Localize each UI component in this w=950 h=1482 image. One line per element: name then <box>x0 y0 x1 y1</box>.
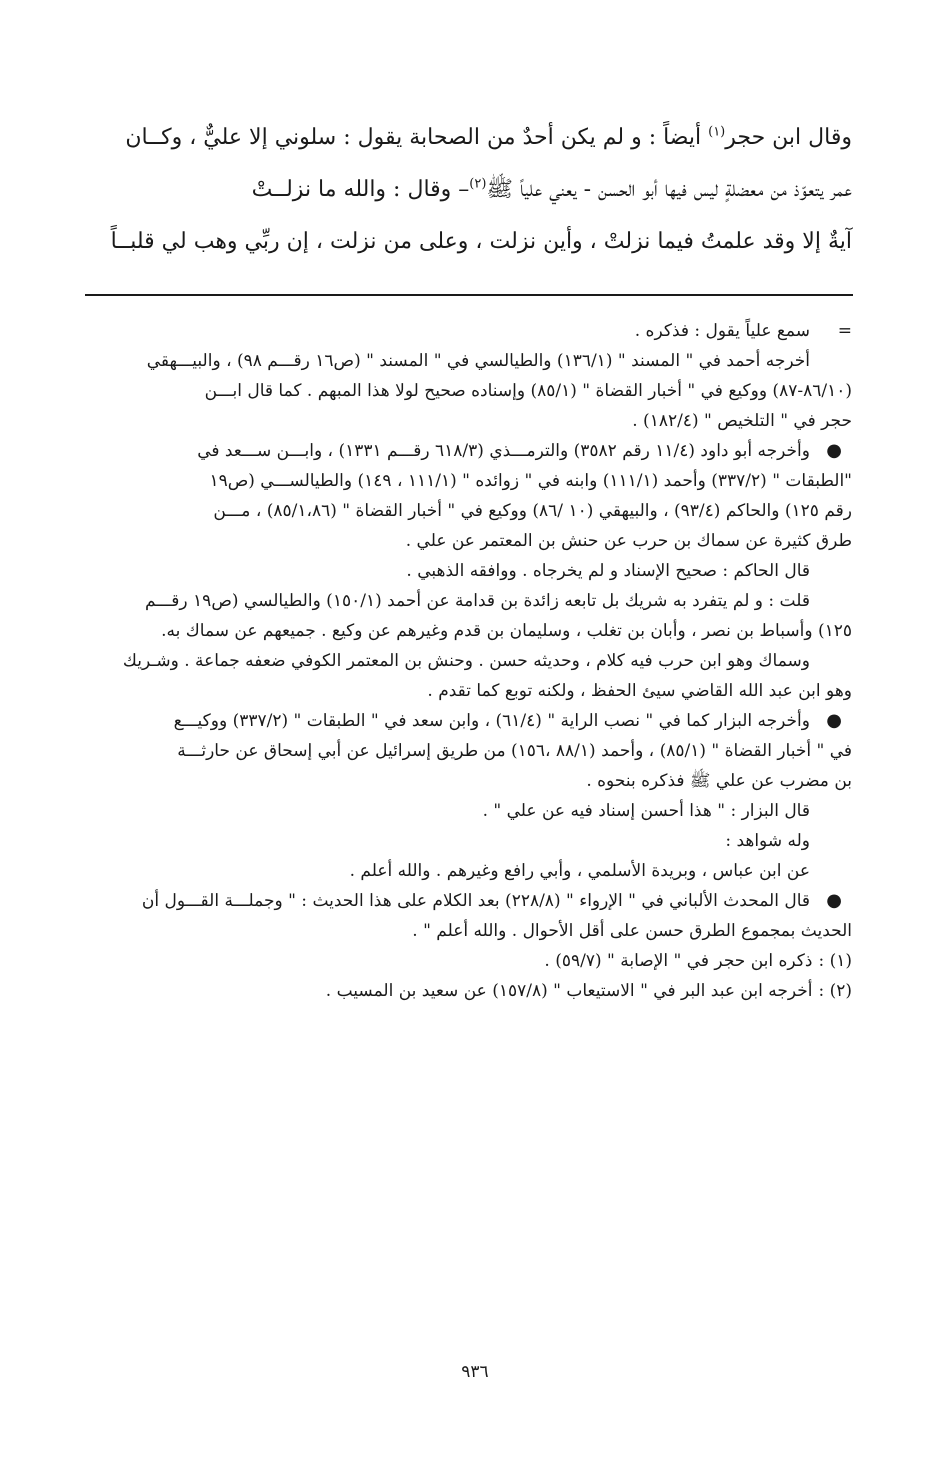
continuation-text: سمع علياً يقول : فذكره . <box>634 321 810 341</box>
main-line-2-start: عمر يتعوّذ من معضلةٍ ليس فيها أبو الحسن - يعني علياً ﷺ <box>486 177 852 202</box>
bullet-line <box>82 706 852 736</box>
footnote-line: وهو ابن عبد الله القاضي سيئ الحفظ ، ولكنه توبع كما تقدم . <box>427 681 852 701</box>
footnote-separator <box>85 294 853 296</box>
footnotes-section <box>82 316 852 1006</box>
footnote-line: (٨٦/١٠-٨٧) ووكيع في " أخبار القضاة " (٨٥/١) وإسناده صحيح لولا هذا المبهم . كما قال ابـــن <box>204 381 852 401</box>
footnote-line: "الطبقات " (٣٣٧/٢) وأحمد (١١١/١) وابنه في " زوائده " (١١١/١ ، ١٤٩) والطيالســـي (ص١٩ <box>209 471 852 491</box>
footnote-line: أخرجه أحمد في " المسند " (١٣٦/١) والطيالسي في " المسند " (ص١٦ رقـــم ٩٨) ، والبيـــهقي <box>146 351 810 371</box>
footnote-1 <box>82 946 852 976</box>
footnote-2-number: (٢) : <box>818 981 852 1001</box>
main-line-3: آيةٌ إلا وقد علمتُ فيما نزلتْ ، وأين نزلت ، وعلى من نزلت ، إن ربِّي وهب لي قلبــاً <box>110 229 852 254</box>
continuation-line <box>82 316 852 346</box>
footnote-ref-2: (٢) <box>469 176 487 192</box>
footnote-line: طرق كثيرة عن سماك بن حرب عن حنش بن المعتمر عن علي . <box>405 531 852 551</box>
bullet-line <box>82 436 852 466</box>
main-line-2-end: – وقال : والله ما نزلــتْ <box>251 177 470 202</box>
footnote-ref-1: (١) <box>708 124 726 140</box>
footnote-line: في " أخبار القضاة " (٨٥/١) ، وأحمد (٨٨/١ ،١٥٦) من طريق إسرائيل عن أبي إسحاق عن حارثـــة <box>177 741 852 761</box>
footnote-line: عن ابن عباس ، وبريدة الأسلمي ، وأبي رافع وغيرهم . والله أعلم . <box>349 861 810 881</box>
footnote-1-number: (١) : <box>818 951 852 971</box>
page-number: ٩٣٦ <box>461 1362 489 1382</box>
footnote-line: حجر في " التلخيص " (١٨٢/٤) . <box>632 411 852 431</box>
main-line <box>82 164 852 216</box>
footnote-line: ١٢٥) وأسباط بن نصر ، وأبان بن تغلب ، وسليمان بن قدم وغيرهم عن وكيع . جميعهم عن سماك به. <box>161 621 852 641</box>
main-line-1-end: أيضاً : و لم يكن أحدٌ من الصحابة يقول : سلوني إلا عليٌّ ، وكــان <box>125 125 709 150</box>
footnote-line: الحديث بمجموع الطرق حسن على أقل الأحوال . والله أعلم " . <box>412 921 852 941</box>
bullet-icon: ● <box>826 710 842 731</box>
bullet-icon: ● <box>826 890 842 911</box>
footnote-2 <box>82 976 852 1006</box>
footnote-1-text: ذكره ابن حجر في " الإصابة " (٥٩/٧) . <box>544 951 813 971</box>
footnote-line: بن مضرب عن علي ﷺ فذكره بنحوه . <box>586 771 852 791</box>
footnote-line: قال الحاكم : صحيح الإسناد و لم يخرجاه . ووافقه الذهبي . <box>406 561 810 581</box>
bullet-line <box>82 886 852 916</box>
main-line-1-start: وقال ابن حجر <box>725 125 852 150</box>
continuation-mark: = <box>837 321 852 341</box>
footnote-line: قال البزار : " هذا أحسن إسناد فيه عن علي " . <box>482 801 810 821</box>
main-body-text <box>82 112 852 268</box>
footnote-line: رقم ١٢٥) والحاكم (٩٣/٤) ، والبيهقي (١٠ /٨٦) ووكيع في " أخبار القضاة " (٨٥/١،٨٦) ، مـــن <box>213 501 852 521</box>
footnote-line: وله شواهد : <box>725 831 810 851</box>
main-line <box>82 112 852 164</box>
footnote-line: وسماك وهو ابن حرب فيه كلام ، وحديثه حسن . وحنش بن المعتمر الكوفي ضعفه جماعة . وشـريك <box>122 651 810 671</box>
footnote-text: وأخرجه أبو داود (١١/٤ رقم ٣٥٨٢) والترمـــذي (٦١٨/٣ رقـــم ١٣٣١) ، وابـــن ســـعد في <box>197 441 810 461</box>
footnote-text: وأخرجه البزار كما في " نصب الراية " (٦١/٤) ، وابن سعد في " الطبقات " (٣٣٧/٢) ووكيـــع <box>173 711 810 731</box>
footnote-text: قال المحدث الألباني في " الإرواء " (٢٢٨/٨) بعد الكلام على هذا الحديث : " وجملـــة القـــول أن <box>141 891 810 911</box>
bullet-icon: ● <box>826 440 842 461</box>
footnote-line: قلت : و لم يتفرد به شريك بل تابعه زائدة بن قدامة عن أحمد (١٥٠/١) والطيالسي (ص١٩ رقـــم <box>145 591 810 611</box>
footnote-2-text: أخرجه ابن عبد البر في " الاستيعاب " (١٥٧/٨) عن سعيد بن المسيب . <box>325 981 813 1001</box>
